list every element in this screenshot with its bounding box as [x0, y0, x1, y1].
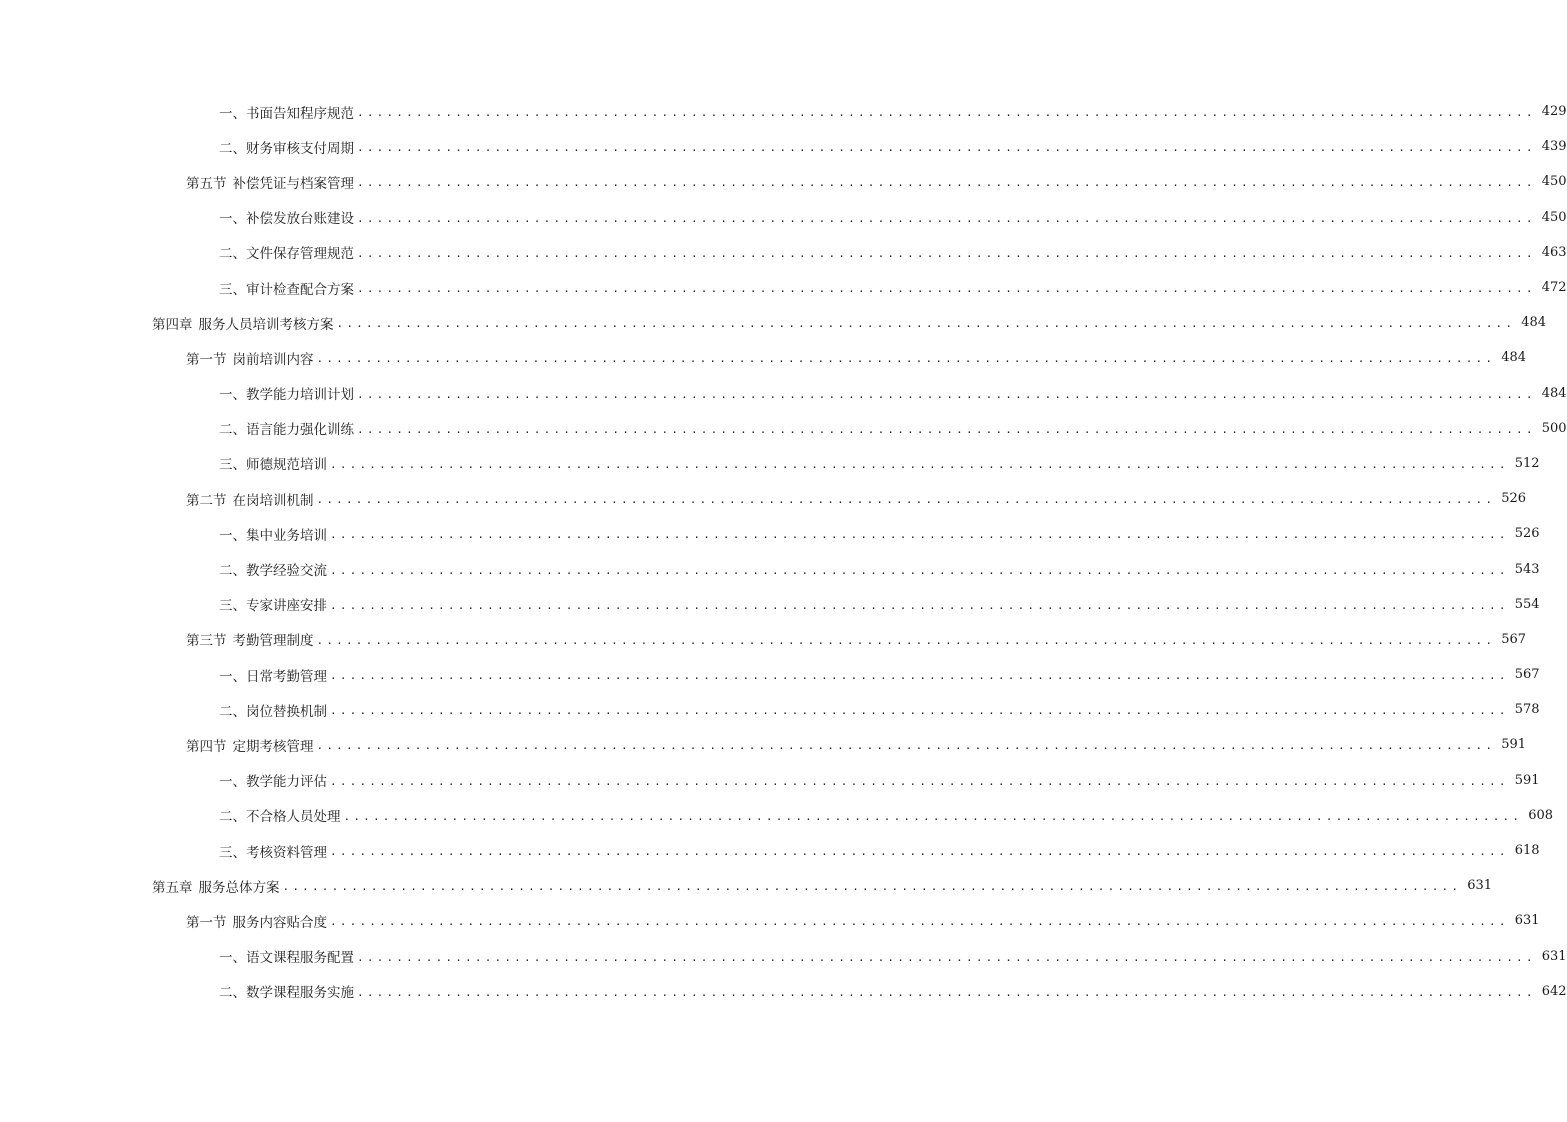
toc-entry[interactable]: [0, 903, 1540, 938]
toc-entry-title: 补偿凭证与档案管理: [232, 175, 354, 192]
toc-entry[interactable]: [0, 939, 1567, 974]
toc-entry[interactable]: [0, 270, 1567, 305]
toc-entry[interactable]: [0, 94, 1567, 129]
dot-leader: ........................................................................................................................: [357, 950, 1536, 964]
dot-leader: ........................................................................................................................: [316, 739, 1496, 753]
toc-entry-number: 一、: [219, 105, 246, 122]
toc-entry[interactable]: [0, 164, 1567, 199]
toc-entry-page-number: 567: [1514, 667, 1540, 683]
dot-leader: ........................................................................................................................: [316, 352, 1496, 366]
toc-entry[interactable]: [0, 692, 1540, 727]
toc-entry-number: 第一节: [186, 914, 227, 931]
toc-entry-page-number: 526: [1501, 491, 1527, 507]
dot-leader: ........................................................................................................................: [330, 563, 1509, 577]
toc-entry-title: 教学经验交流: [246, 563, 327, 580]
toc-entry-title: 服务总体方案: [198, 879, 280, 896]
toc-entry-page-number: 554: [1514, 596, 1540, 612]
dot-leader: ........................................................................................................................: [316, 633, 1496, 647]
toc-entry-title: 在岗培训机制: [232, 492, 314, 509]
toc-entry-page-number: 439: [1541, 139, 1567, 155]
dot-leader: ........................................................................................................................: [316, 493, 1496, 507]
toc-entry-title: 日常考勤管理: [246, 668, 327, 685]
toc-entry-number: 第五章: [152, 879, 193, 896]
dot-leader: ........................................................................................................................: [357, 176, 1536, 190]
toc-entry-title: 书面告知程序规范: [246, 105, 354, 122]
toc-entry[interactable]: [0, 657, 1540, 692]
toc-entry-page-number: 591: [1501, 737, 1527, 753]
dot-leader: ........................................................................................................................: [282, 880, 1462, 894]
toc-entry-title: 教学能力评估: [246, 774, 327, 791]
toc-entry-title: 文件保存管理规范: [246, 246, 354, 263]
toc-entry[interactable]: [0, 305, 1547, 340]
toc-entry[interactable]: [0, 340, 1527, 375]
dot-leader: ........................................................................................................................: [357, 985, 1536, 999]
dot-leader: ........................................................................................................................: [330, 845, 1509, 859]
toc-entry-number: 第四节: [186, 738, 227, 755]
dot-leader: ........................................................................................................................: [330, 457, 1509, 471]
toc-entry-page-number: 591: [1514, 772, 1540, 788]
toc-entry-page-number: 512: [1514, 455, 1540, 471]
toc-entry-page-number: 631: [1541, 948, 1567, 964]
toc-entry-title: 服务内容贴合度: [232, 914, 327, 931]
toc-entry-number: 三、: [219, 281, 246, 298]
toc-entry-number: 三、: [219, 598, 246, 615]
toc-entry-title: 教学能力培训计划: [246, 387, 354, 404]
toc-entry-page-number: 472: [1541, 280, 1567, 296]
toc-entry-number: 二、: [219, 140, 246, 157]
toc-entry-page-number: 631: [1514, 913, 1540, 929]
toc-entry[interactable]: [0, 763, 1540, 798]
toc-entry-number: 三、: [219, 844, 246, 861]
toc-entry-number: 三、: [219, 457, 246, 474]
toc-entry-title: 数学课程服务实施: [246, 985, 354, 1002]
dot-leader: ........................................................................................................................: [330, 704, 1509, 718]
table-of-contents: [0, 94, 1567, 1009]
toc-entry[interactable]: [0, 587, 1540, 622]
toc-entry[interactable]: [0, 551, 1540, 586]
toc-entry[interactable]: [0, 129, 1567, 164]
toc-entry-page-number: 642: [1541, 983, 1567, 999]
toc-entry-title: 岗位替换机制: [246, 703, 327, 720]
toc-entry[interactable]: [0, 446, 1540, 481]
toc-entry-title: 专家讲座安排: [246, 598, 327, 615]
dot-leader: ........................................................................................................................: [343, 809, 1523, 823]
toc-entry-page-number: 484: [1521, 315, 1547, 331]
toc-entry[interactable]: [0, 481, 1527, 516]
dot-leader: ........................................................................................................................: [336, 317, 1516, 331]
toc-entry-number: 一、: [219, 211, 246, 228]
toc-entry-page-number: 526: [1514, 526, 1540, 542]
toc-entry-number: 一、: [219, 527, 246, 544]
toc-entry-number: 第五节: [186, 175, 227, 192]
toc-entry-title: 语言能力强化训练: [246, 422, 354, 439]
toc-entry-page-number: 484: [1541, 385, 1567, 401]
dot-leader: ........................................................................................................................: [330, 528, 1509, 542]
toc-entry-title: 审计检查配合方案: [246, 281, 354, 298]
dot-leader: ........................................................................................................................: [357, 282, 1536, 296]
toc-entry-title: 语文课程服务配置: [246, 950, 354, 967]
toc-entry[interactable]: [0, 235, 1567, 270]
toc-entry-number: 第三节: [186, 633, 227, 650]
dot-leader: ........................................................................................................................: [357, 246, 1536, 260]
toc-entry-page-number: 429: [1541, 104, 1567, 120]
toc-entry-title: 考勤管理制度: [232, 633, 314, 650]
toc-entry-title: 集中业务培训: [246, 527, 327, 544]
dot-leader: ........................................................................................................................: [330, 598, 1509, 612]
toc-entry-number: 二、: [219, 422, 246, 439]
toc-entry-page-number: 618: [1514, 843, 1540, 859]
dot-leader: ........................................................................................................................: [357, 106, 1536, 120]
dot-leader: ........................................................................................................................: [357, 422, 1536, 436]
toc-entry-number: 一、: [219, 950, 246, 967]
toc-entry[interactable]: [0, 833, 1540, 868]
toc-entry-page-number: 500: [1541, 420, 1567, 436]
dot-leader: ........................................................................................................................: [357, 211, 1536, 225]
toc-entry-number: 一、: [219, 387, 246, 404]
toc-entry-number: 一、: [219, 668, 246, 685]
toc-entry-number: 二、: [219, 985, 246, 1002]
toc-entry-title: 不合格人员处理: [246, 809, 341, 826]
toc-entry-page-number: 484: [1501, 350, 1527, 366]
toc-entry-number: 第二节: [186, 492, 227, 509]
toc-entry-page-number: 543: [1514, 561, 1540, 577]
toc-entry-number: 二、: [219, 246, 246, 263]
dot-leader: ........................................................................................................................: [357, 141, 1536, 155]
toc-entry-number: 一、: [219, 774, 246, 791]
toc-entry[interactable]: [0, 868, 1493, 903]
toc-entry-number: 二、: [219, 809, 246, 826]
toc-entry[interactable]: [0, 411, 1567, 446]
toc-entry-title: 补偿发放台账建设: [246, 211, 354, 228]
toc-entry-number: 二、: [219, 563, 246, 580]
toc-entry[interactable]: [0, 974, 1567, 1009]
toc-entry[interactable]: [0, 622, 1527, 657]
dot-leader: ........................................................................................................................: [330, 669, 1509, 683]
toc-entry[interactable]: [0, 376, 1567, 411]
toc-entry-page-number: 450: [1541, 209, 1567, 225]
toc-entry[interactable]: [0, 516, 1540, 551]
dot-leader: ........................................................................................................................: [330, 774, 1509, 788]
toc-entry-title: 师德规范培训: [246, 457, 327, 474]
toc-entry[interactable]: [0, 798, 1554, 833]
toc-entry-title: 考核资料管理: [246, 844, 327, 861]
toc-entry-number: 二、: [219, 703, 246, 720]
toc-entry[interactable]: [0, 727, 1527, 762]
toc-entry[interactable]: [0, 200, 1567, 235]
toc-entry-page-number: 450: [1541, 174, 1567, 190]
toc-entry-page-number: 463: [1541, 244, 1567, 260]
dot-leader: ........................................................................................................................: [330, 915, 1509, 929]
toc-entry-page-number: 631: [1467, 878, 1493, 894]
toc-entry-page-number: 567: [1501, 631, 1527, 647]
toc-entry-number: 第四章: [152, 316, 193, 333]
dot-leader: ........................................................................................................................: [357, 387, 1536, 401]
toc-entry-title: 财务审核支付周期: [246, 140, 354, 157]
toc-entry-page-number: 608: [1528, 807, 1554, 823]
toc-entry-title: 定期考核管理: [232, 738, 314, 755]
toc-entry-page-number: 578: [1514, 702, 1540, 718]
toc-entry-number: 第一节: [186, 351, 227, 368]
toc-entry-title: 岗前培训内容: [232, 351, 314, 368]
toc-entry-title: 服务人员培训考核方案: [198, 316, 334, 333]
